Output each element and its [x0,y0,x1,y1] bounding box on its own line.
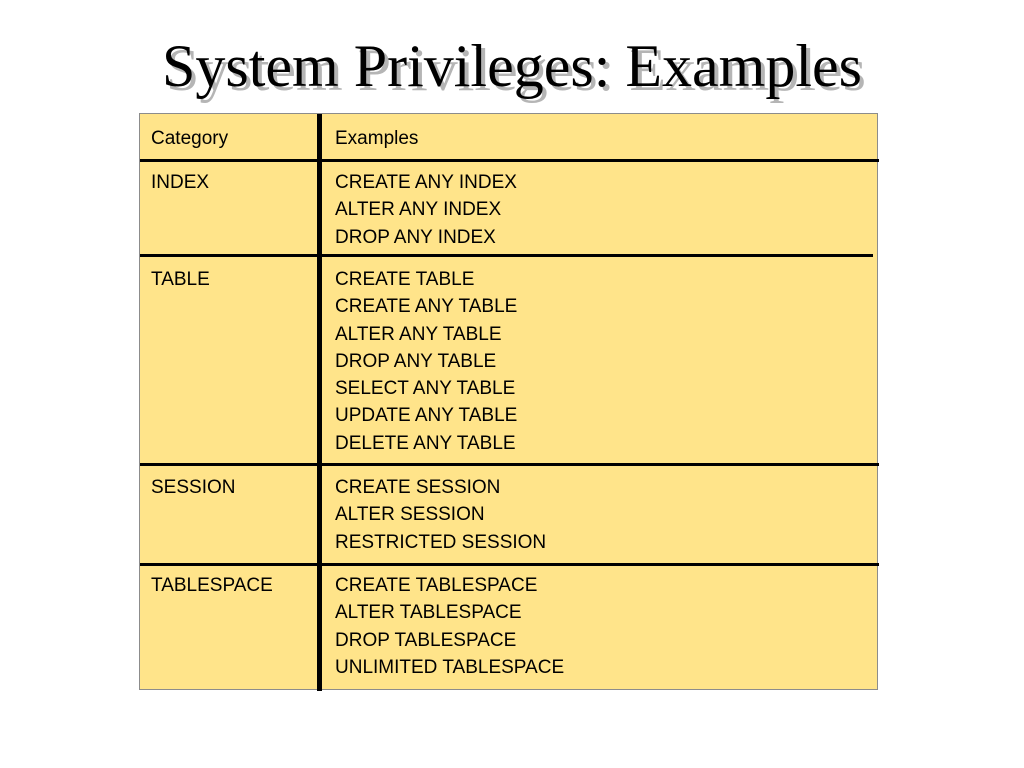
row-examples-table [335,266,517,457]
example-item: UPDATE ANY TABLE [335,405,518,427]
row-category-tablespace: TABLESPACE [151,575,273,596]
slide-title: System Privileges: Examples [162,33,862,99]
column-divider [317,114,322,691]
example-item: UNLIMITED TABLESPACE [335,656,565,678]
row-category-table: TABLE [151,269,210,290]
example-item: ALTER SESSION [335,504,485,526]
example-item: DROP ANY TABLE [335,350,497,372]
row-examples-session [335,474,546,556]
example-item: ALTER ANY INDEX [335,199,502,221]
example-item: CREATE ANY TABLE [335,296,518,318]
row-examples-index [335,169,517,251]
example-item: ALTER TABLESPACE [335,602,522,624]
example-item: DROP TABLESPACE [335,629,517,651]
row-rule-session [140,563,879,566]
example-item: DELETE ANY TABLE [335,432,516,454]
row-rule-table [140,463,879,466]
row-category-session: SESSION [151,477,236,498]
example-item: CREATE TABLESPACE [335,575,538,596]
example-item: CREATE SESSION [335,477,501,498]
row-rule-index [140,254,873,257]
example-item: DROP ANY INDEX [335,226,496,248]
header-rule [140,159,879,162]
row-examples-tablespace [335,572,564,681]
example-item: CREATE TABLE [335,269,475,290]
example-item: RESTRICTED SESSION [335,531,547,553]
privileges-table [139,113,878,690]
row-category-index: INDEX [151,172,210,193]
example-item: CREATE ANY INDEX [335,172,517,193]
header-category: Category [151,128,229,149]
header-examples: Examples [335,128,419,149]
example-item: SELECT ANY TABLE [335,378,516,400]
example-item: ALTER ANY TABLE [335,323,502,345]
